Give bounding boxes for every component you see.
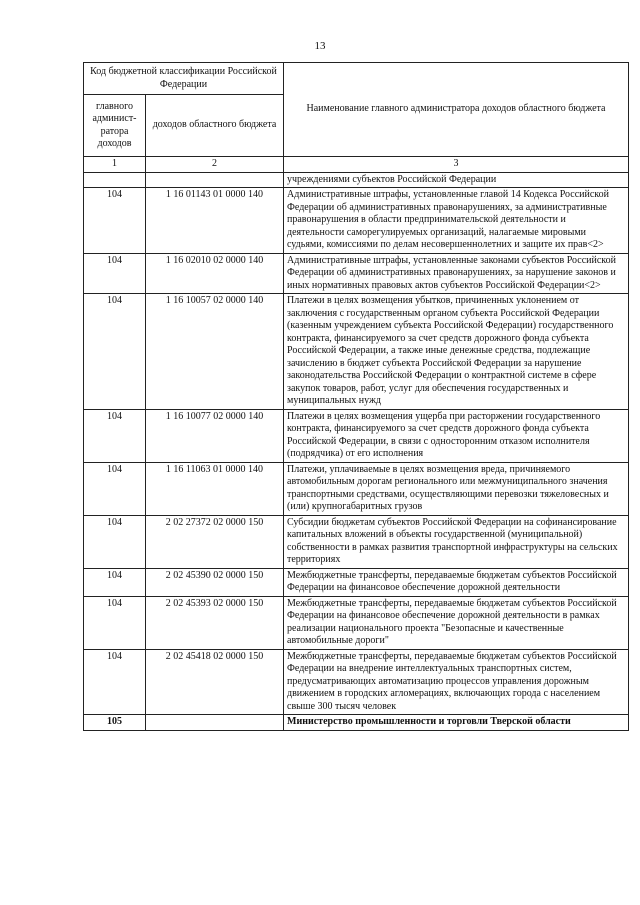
header-row-group	[84, 63, 629, 95]
admin-code-cell: 104	[84, 596, 146, 649]
column-number-2: 2	[146, 157, 284, 173]
revenue-code-cell	[146, 172, 284, 188]
revenue-code-cell: 1 16 10077 02 0000 140	[146, 409, 284, 462]
revenue-name-cell: Административные штрафы, установленные законами субъектов Российской Федерации об административных правонарушениях, за нарушение законов и иных нормативных правовых актов субъектов Российской Федерации<2>	[284, 253, 629, 294]
revenue-name-cell: Межбюджетные трансферты, передаваемые бюджетам субъектов Российской Федерации на финансовое обеспечение дорожной деятельности	[284, 568, 629, 596]
revenue-code-cell: 1 16 01143 01 0000 140	[146, 188, 284, 254]
admin-code-cell: 104	[84, 188, 146, 254]
table-row	[84, 294, 629, 410]
admin-code-cell: 105	[84, 715, 146, 731]
table-row	[84, 409, 629, 462]
revenue-code-cell: 1 16 11063 01 0000 140	[146, 462, 284, 515]
page-number: 13	[314, 40, 326, 52]
revenue-code-cell: 2 02 45418 02 0000 150	[146, 649, 284, 715]
table-row	[84, 172, 629, 188]
table-row	[84, 462, 629, 515]
header-revenue-code: доходов областного бюджета	[146, 95, 284, 157]
revenue-name-cell: Межбюджетные трансферты, передаваемые бюджетам субъектов Российской Федерации на финансовое обеспечение дорожной деятельности в рамках реализации национального проекта "Безопасные и качественные автомобильные дороги"	[284, 596, 629, 649]
revenue-name-cell: Министерство промышленности и торговли Тверской области	[284, 715, 629, 731]
revenue-name-cell: Платежи в целях возмещения убытков, причиненных уклонением от заключения с государственным органом субъекта Российской Федерации (казенным учреждением субъекта Российской Федерации) государственного контракта, финансируемого за счет средств дорожного фонда субъекта Российской Федерации, а также иные денежные средства, подлежащие зачислению в бюджет субъекта Российской Федерации за нарушение законодательства Российской Федерации о контрактной системе в сфере закупок товаров, работ, услуг для обеспечения государственных и муниципальных нужд	[284, 294, 629, 410]
revenue-name-cell: Межбюджетные трансферты, передаваемые бюджетам субъектов Российской Федерации на внедрение интеллектуальных транспортных систем, предусматривающих автоматизацию процессов управления дорожным движением в городских агломерациях, включающих города с населением свыше 300 тысяч человек	[284, 649, 629, 715]
table-row	[84, 649, 629, 715]
header-administrator-name: Наименование главного администратора доходов областного бюджета	[284, 63, 629, 157]
revenue-code-cell: 2 02 45390 02 0000 150	[146, 568, 284, 596]
revenue-code-cell: 1 16 02010 02 0000 140	[146, 253, 284, 294]
table-row	[84, 715, 629, 731]
admin-code-cell: 104	[84, 294, 146, 410]
revenue-name-cell: учреждениями субъектов Российской Федерации	[284, 172, 629, 188]
admin-code-cell: 104	[84, 253, 146, 294]
revenue-name-cell: Субсидии бюджетам субъектов Российской Федерации на софинансирование капитальных вложений в объекты государственной (муниципальной) собственности в рамках развития транспортной инфраструктуры на сельских территориях	[284, 515, 629, 568]
admin-code-cell: 104	[84, 649, 146, 715]
table-row	[84, 188, 629, 254]
column-number-1: 1	[84, 157, 146, 173]
table-row	[84, 596, 629, 649]
revenue-code-cell	[146, 715, 284, 731]
revenue-name-cell: Платежи, уплачиваемые в целях возмещения вреда, причиняемого автомобильным дорогам регионального или межмуниципального значения транспортными средствами, осуществляющими перевозки тяжеловесных и (или) крупногабаритных грузов	[284, 462, 629, 515]
revenue-name-cell: Административные штрафы, установленные главой 14 Кодекса Российской Федерации об административных правонарушениях, за административные правонарушения в области предпринимательской деятельности и деятельности саморегулируемых организаций, налагаемые мировыми судьями, комиссиями по делам несовершеннолетних и защите их прав<2>	[284, 188, 629, 254]
admin-code-cell: 104	[84, 568, 146, 596]
table-row	[84, 515, 629, 568]
admin-code-cell	[84, 172, 146, 188]
revenue-code-cell: 1 16 10057 02 0000 140	[146, 294, 284, 410]
admin-code-cell: 104	[84, 515, 146, 568]
table-row	[84, 253, 629, 294]
column-number-3: 3	[284, 157, 629, 173]
admin-code-cell: 104	[84, 409, 146, 462]
budget-classification-table	[83, 62, 629, 731]
table-row	[84, 568, 629, 596]
revenue-code-cell: 2 02 45393 02 0000 150	[146, 596, 284, 649]
header-budget-code-group: Код бюджетной классификации Российской Федерации	[84, 63, 284, 95]
revenue-code-cell: 2 02 27372 02 0000 150	[146, 515, 284, 568]
table-body	[84, 63, 629, 731]
header-administrator-code: главного админист-ратора доходов	[84, 95, 146, 157]
revenue-name-cell: Платежи в целях возмещения ущерба при расторжении государственного контракта, финансируемого за счет средств дорожного фонда субъекта Российской Федерации, в связи с односторонним отказом исполнителя (подрядчика) от его исполнения	[284, 409, 629, 462]
admin-code-cell: 104	[84, 462, 146, 515]
column-number-row	[84, 157, 629, 173]
